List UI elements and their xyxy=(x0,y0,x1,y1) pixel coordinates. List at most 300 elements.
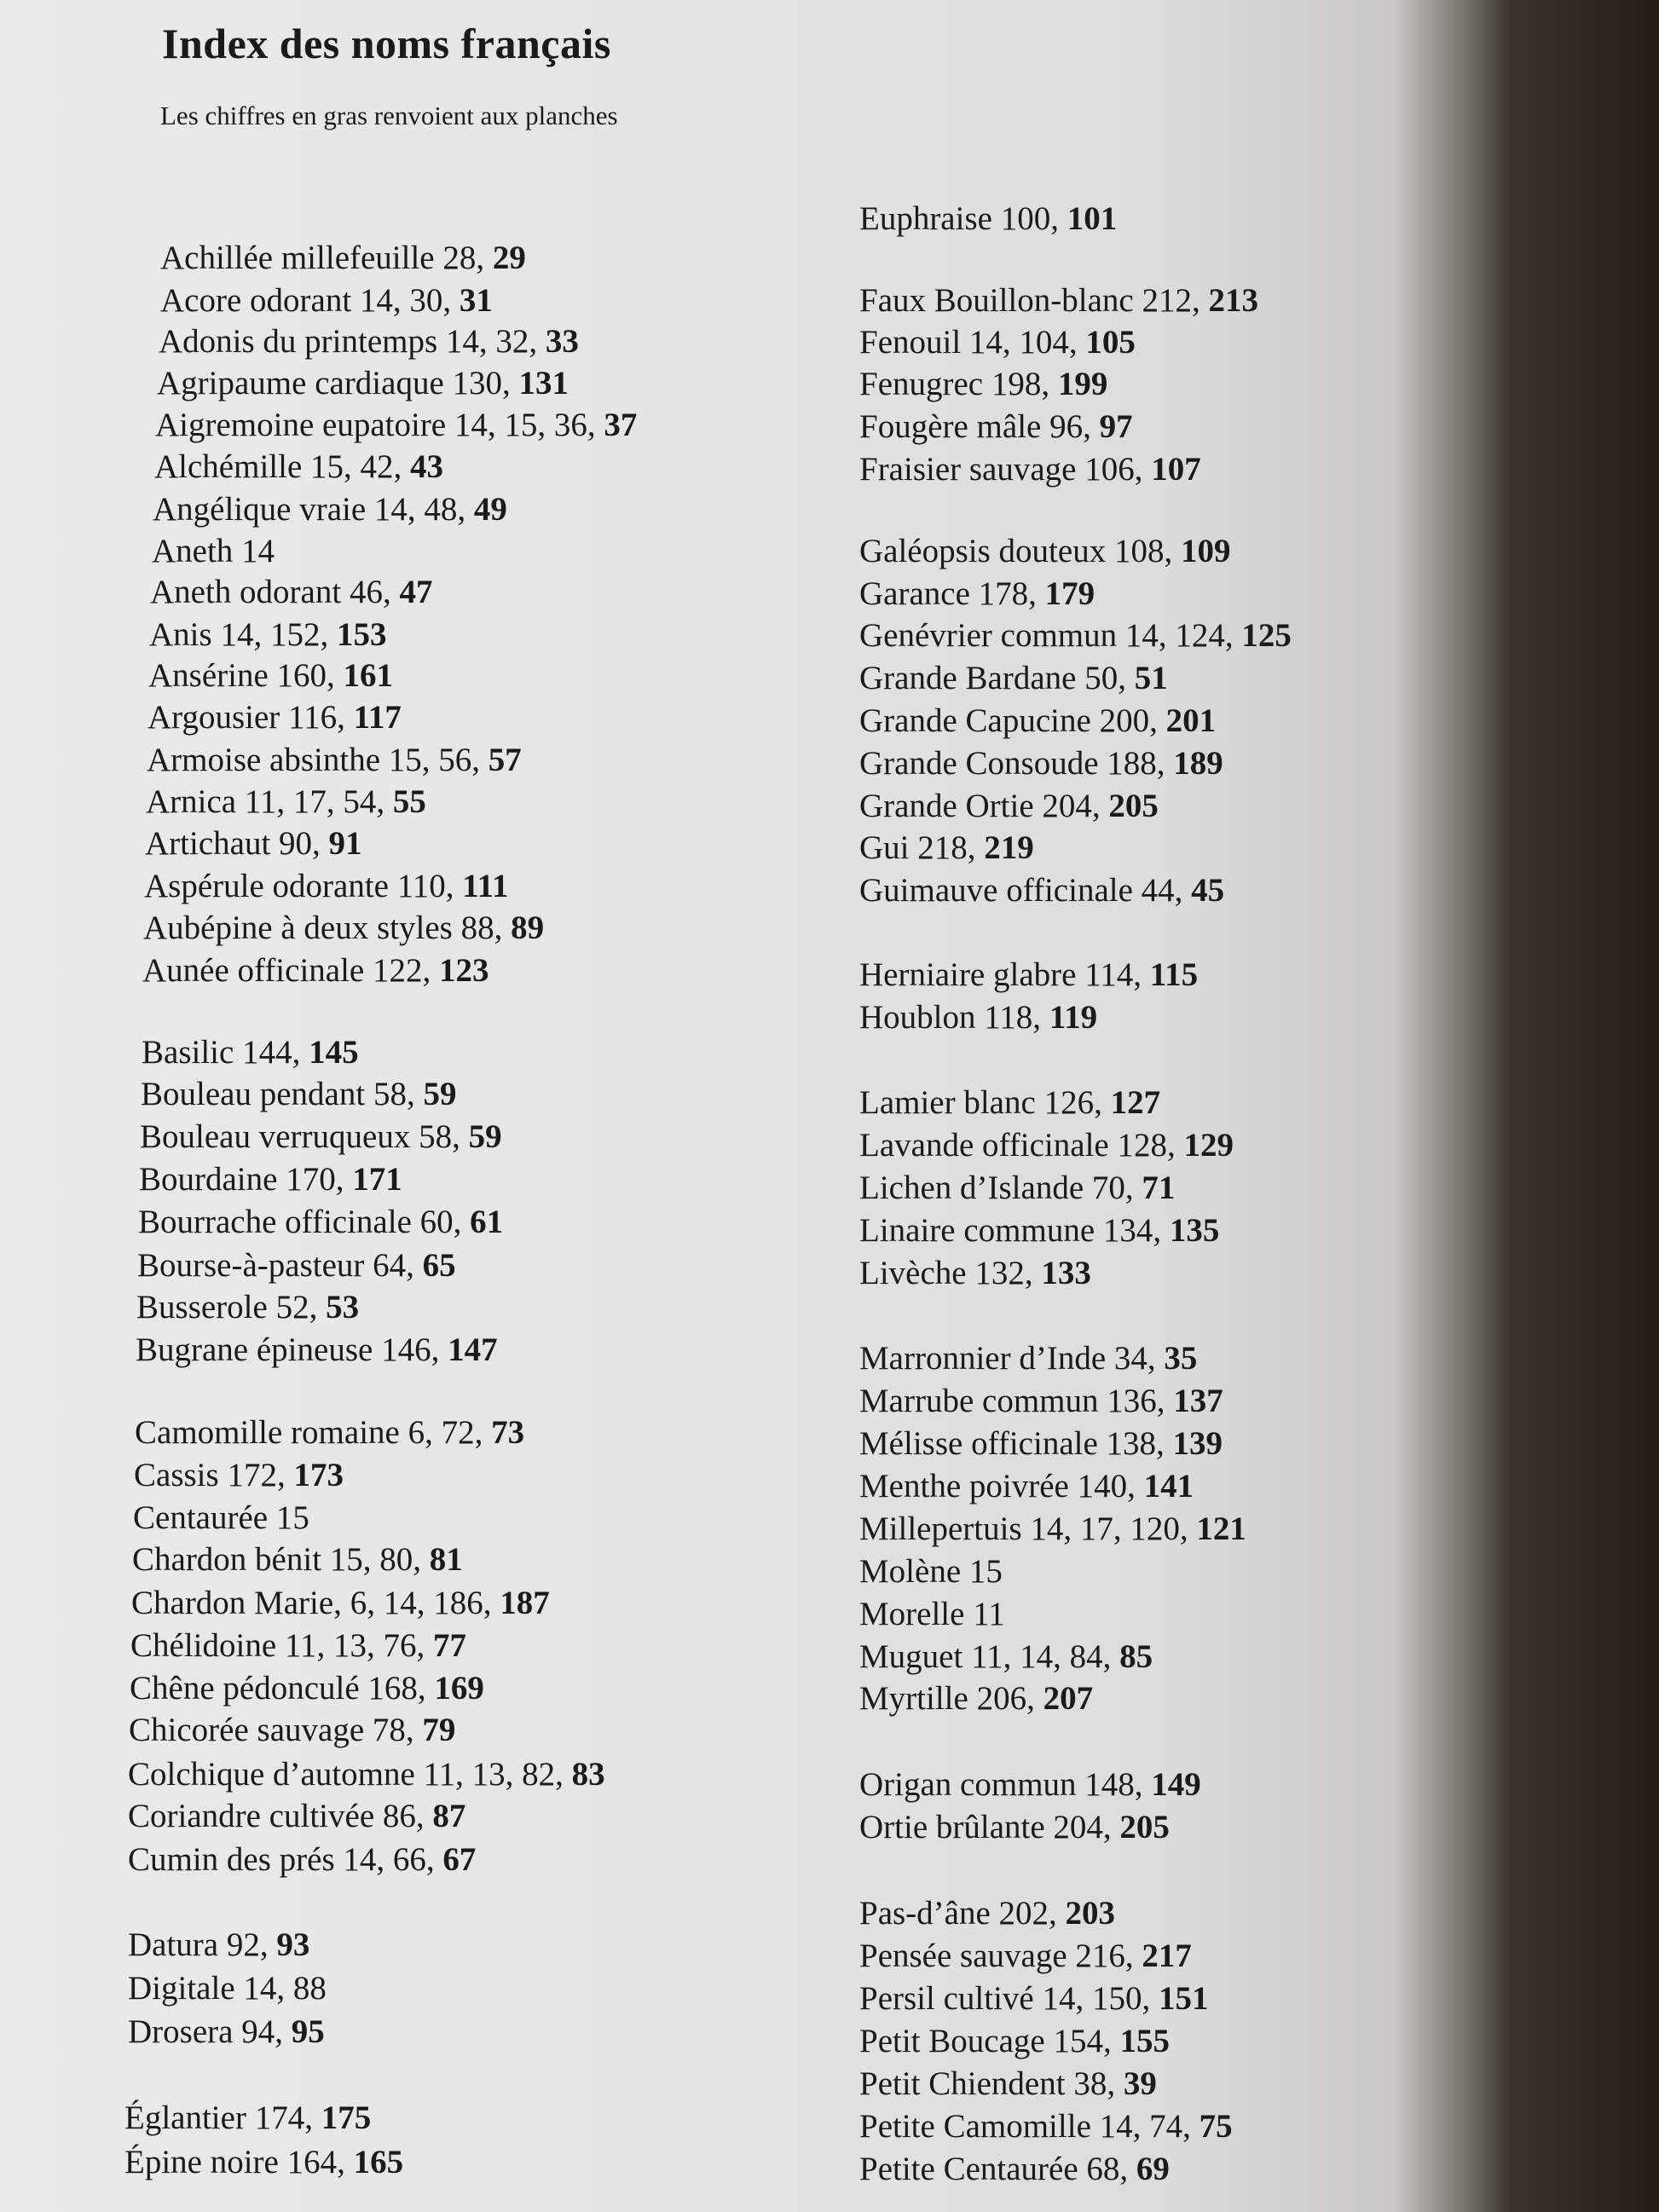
entry-page-refs xyxy=(1049,408,1133,445)
entry-pages: 58, xyxy=(419,1118,469,1155)
entry-plate-number: 123 xyxy=(439,952,489,989)
index-entry xyxy=(859,1086,1160,1119)
index-entry xyxy=(859,789,1159,823)
index-entry xyxy=(145,827,362,860)
entry-page-refs xyxy=(442,240,526,276)
entry-pages: 46, xyxy=(349,574,400,610)
entry-name: Aneth xyxy=(152,533,234,569)
entry-pages: 14, 17, 120, xyxy=(1030,1510,1197,1547)
entry-name: Aneth odorant xyxy=(150,574,342,610)
entry-plate-number: 155 xyxy=(1119,2023,1170,2059)
entry-plate-number: 43 xyxy=(410,448,444,485)
entry-name: Pensée sauvage xyxy=(859,1938,1067,1974)
entry-name: Grande Consoude xyxy=(859,745,1099,782)
entry-plate-number: 29 xyxy=(492,240,526,276)
entry-pages: 118, xyxy=(984,999,1049,1036)
entry-page-refs xyxy=(1084,660,1168,696)
entry-pages: 134, xyxy=(1102,1212,1170,1249)
entry-plate-number: 77 xyxy=(432,1627,466,1664)
entry-plate-number: 199 xyxy=(1057,366,1108,402)
entry-name: Galéopsis douteux xyxy=(859,533,1107,569)
index-entry xyxy=(859,619,1292,652)
entry-plate-number: 73 xyxy=(491,1414,525,1451)
entry-name: Bouleau pendant xyxy=(141,1076,366,1112)
entry-page-refs xyxy=(279,825,362,862)
entry-page-refs xyxy=(373,1712,456,1748)
entry-pages: 154, xyxy=(1053,2023,1120,2059)
index-entry xyxy=(128,2015,325,2048)
index-entry xyxy=(128,1928,309,1961)
index-entry xyxy=(859,1640,1153,1673)
entry-page-refs xyxy=(979,575,1095,612)
entry-pages: 11, 13, 82, xyxy=(423,1756,572,1793)
entry-page-refs xyxy=(1084,1766,1201,1803)
entry-pages: 11 xyxy=(973,1596,1005,1632)
entry-pages: 14, 104, xyxy=(968,324,1086,361)
entry-plate-number: 165 xyxy=(353,2144,404,2180)
entry-pages: 202, xyxy=(998,1895,1066,1932)
entry-plate-number: 151 xyxy=(1158,1980,1209,2017)
entry-name: Bugrane épineuse xyxy=(136,1331,373,1368)
entry-plate-number: 149 xyxy=(1151,1766,1201,1803)
entry-plate-number: 33 xyxy=(545,323,579,360)
index-entry xyxy=(160,241,526,274)
entry-name: Adonis du printemps xyxy=(159,323,438,360)
entry-plate-number: 203 xyxy=(1065,1895,1116,1932)
entry-plate-number: 55 xyxy=(392,783,426,820)
entry-pages: 15 xyxy=(968,1553,1003,1590)
entry-pages: 100, xyxy=(1000,200,1067,237)
entry-pages: 52, xyxy=(275,1289,327,1325)
index-entry xyxy=(154,450,443,483)
entry-name: Chicorée sauvage xyxy=(129,1712,365,1748)
entry-pages: 114, xyxy=(1084,956,1150,993)
index-entry xyxy=(859,284,1258,317)
entry-page-refs xyxy=(227,1457,344,1493)
entry-pages: 170, xyxy=(286,1161,353,1198)
entry-pages: 206, xyxy=(976,1680,1043,1717)
entry-name: Grande Capucine xyxy=(859,702,1091,739)
entry-page-refs xyxy=(1107,1383,1223,1419)
entry-page-refs xyxy=(1030,1510,1246,1547)
entry-name: Grande Bardane xyxy=(859,660,1077,696)
entry-page-refs xyxy=(973,1596,1005,1632)
index-entry xyxy=(152,534,275,568)
index-entry xyxy=(859,1597,1005,1631)
entry-page-refs xyxy=(1125,617,1292,654)
entry-plate-number: 71 xyxy=(1142,1170,1176,1206)
entry-page-refs xyxy=(1107,745,1223,782)
entry-page-refs xyxy=(367,1670,484,1707)
entry-name: Millepertuis xyxy=(859,1510,1022,1547)
index-entry xyxy=(130,1672,484,1705)
entry-name: Menthe poivrée xyxy=(859,1468,1069,1505)
entry-name: Houblon xyxy=(859,999,976,1036)
entry-page-refs xyxy=(373,1076,457,1112)
entry-page-refs xyxy=(971,1638,1153,1675)
entry-name: Grande Ortie xyxy=(859,788,1034,824)
entry-pages: 14, 30, xyxy=(359,282,460,319)
entry-page-refs xyxy=(1053,2023,1170,2059)
entry-pages: 212, xyxy=(1142,282,1209,319)
entry-name: Fraisier sauvage xyxy=(859,451,1077,488)
entry-plate-number: 69 xyxy=(1136,2151,1170,2187)
entry-pages: 14, 15, 36, xyxy=(454,407,604,443)
entry-pages: 172, xyxy=(227,1457,294,1493)
entry-plate-number: 35 xyxy=(1164,1340,1198,1377)
entry-plate-number: 117 xyxy=(353,699,402,736)
entry-name: Gui xyxy=(859,829,910,866)
entry-pages: 14, 150, xyxy=(1042,1980,1159,2017)
entry-plate-number: 107 xyxy=(1151,451,1201,488)
entry-name: Armoise absinthe xyxy=(147,742,381,778)
index-entry xyxy=(140,1120,502,1153)
entry-pages: 164, xyxy=(286,2144,354,2180)
entry-plate-number: 175 xyxy=(321,2099,372,2136)
entry-pages: 128, xyxy=(1117,1127,1184,1164)
entry-pages: 132, xyxy=(974,1255,1042,1291)
entry-pages: 198, xyxy=(991,366,1058,402)
entry-pages: 108, xyxy=(1113,533,1181,569)
entry-pages: 96, xyxy=(1049,408,1100,445)
entry-name: Achillée millefeuille xyxy=(160,240,435,276)
entry-pages: 216, xyxy=(1075,1938,1142,1974)
entry-page-refs xyxy=(1103,1212,1220,1249)
entry-page-refs xyxy=(420,1204,504,1240)
entry-pages: 188, xyxy=(1107,745,1174,782)
entry-pages: 90, xyxy=(279,825,329,862)
index-entry xyxy=(859,1811,1170,1844)
entry-name: Livèche xyxy=(859,1255,967,1291)
entry-page-refs xyxy=(1100,2108,1233,2145)
entry-page-refs xyxy=(330,1541,463,1578)
entry-plate-number: 91 xyxy=(328,825,362,862)
entry-plate-number: 127 xyxy=(1110,1084,1161,1121)
index-entry xyxy=(859,1384,1223,1418)
entry-page-refs xyxy=(397,868,509,904)
entry-pages: 38, xyxy=(1073,2065,1124,2102)
index-entry xyxy=(859,1555,1003,1588)
index-entry xyxy=(141,1077,456,1111)
entry-pages: 34, xyxy=(1113,1340,1165,1377)
entry-page-refs xyxy=(383,1798,466,1834)
index-entry xyxy=(859,577,1095,610)
entry-plate-number: 201 xyxy=(1165,702,1217,739)
entry-name: Faux Bouillon-blanc xyxy=(859,282,1134,319)
entry-page-refs xyxy=(984,999,1097,1036)
entry-name: Drosera xyxy=(128,2013,234,2050)
entry-plate-number: 135 xyxy=(1169,1212,1220,1249)
entry-name: Persil cultivé xyxy=(859,1980,1034,2017)
entry-page-refs xyxy=(1107,1425,1223,1462)
entry-plate-number: 89 xyxy=(511,910,545,946)
entry-plate-number: 83 xyxy=(571,1756,605,1793)
entry-page-refs xyxy=(1092,1170,1176,1206)
entry-name: Agripaume cardiaque xyxy=(157,365,444,401)
entry-pages: 28, xyxy=(442,240,493,276)
index-entry xyxy=(859,1470,1194,1503)
entry-name: Bourse-à-pasteur xyxy=(137,1247,365,1284)
entry-page-refs xyxy=(227,1926,310,1963)
index-entry xyxy=(129,1713,455,1747)
entry-plate-number: 153 xyxy=(336,616,387,653)
entry-pages: 116, xyxy=(288,699,354,736)
entry-plate-number: 97 xyxy=(1099,408,1133,445)
index-entry xyxy=(147,743,522,777)
entry-pages: 92, xyxy=(226,1926,277,1963)
entry-page-refs xyxy=(1114,533,1231,569)
entry-plate-number: 105 xyxy=(1085,324,1136,361)
entry-pages: 126, xyxy=(1043,1084,1111,1121)
entry-page-refs xyxy=(242,1034,359,1071)
entry-plate-number: 109 xyxy=(1180,533,1231,569)
entry-pages: 200, xyxy=(1099,702,1166,739)
entry-plate-number: 189 xyxy=(1173,745,1223,782)
index-entry xyxy=(155,408,637,442)
entry-pages: 160, xyxy=(276,657,344,694)
entry-page-refs xyxy=(220,616,386,653)
entry-pages: 70, xyxy=(1091,1170,1142,1206)
entry-plate-number: 67 xyxy=(442,1841,477,1878)
entry-name: Euphraise xyxy=(859,200,992,237)
index-entry xyxy=(859,1129,1234,1162)
entry-plate-number: 59 xyxy=(423,1076,457,1112)
entry-pages: 64, xyxy=(373,1247,423,1284)
entry-page-refs xyxy=(276,1289,360,1325)
entry-page-refs xyxy=(969,324,1136,361)
entry-pages: 15, 42, xyxy=(310,448,411,485)
entry-pages: 106, xyxy=(1084,451,1152,488)
entry-page-refs xyxy=(287,2144,404,2180)
entry-pages: 148, xyxy=(1084,1766,1152,1803)
entry-plate-number: 45 xyxy=(1191,872,1225,909)
entry-pages: 58, xyxy=(373,1076,424,1112)
entry-pages: 122, xyxy=(373,952,439,989)
entry-plate-number: 37 xyxy=(604,407,638,443)
entry-pages: 15, 56, xyxy=(388,742,488,778)
entry-name: Aunée officinale xyxy=(142,952,365,989)
entry-page-refs xyxy=(977,1680,1094,1717)
entry-pages: 60, xyxy=(419,1204,471,1240)
entry-plate-number: 133 xyxy=(1041,1255,1091,1291)
entry-name: Chêne pédonculé xyxy=(130,1670,360,1707)
index-entry xyxy=(143,911,544,944)
entry-plate-number: 87 xyxy=(432,1798,466,1834)
index-entry xyxy=(859,1512,1246,1545)
entry-pages: 94, xyxy=(241,2013,292,2050)
entry-plate-number: 161 xyxy=(343,657,394,694)
entry-name: Petite Centaurée xyxy=(859,2151,1078,2187)
entry-page-refs xyxy=(419,1118,502,1155)
entry-page-refs xyxy=(917,829,1034,866)
entry-plate-number: 147 xyxy=(448,1331,498,1368)
index-entry xyxy=(124,2101,371,2134)
entry-page-refs xyxy=(1001,200,1118,237)
index-entry xyxy=(859,1256,1091,1290)
entry-plate-number: 173 xyxy=(293,1457,344,1493)
entry-page-refs xyxy=(241,2013,325,2050)
index-entry xyxy=(134,1458,344,1492)
entry-page-refs xyxy=(424,1756,605,1793)
index-entry xyxy=(128,1799,465,1833)
page-subtitle: Les chiffres en gras renvoient aux planches xyxy=(160,101,618,130)
index-entry xyxy=(148,659,393,692)
entry-plate-number: 111 xyxy=(462,868,509,904)
entry-name: Marrube commun xyxy=(859,1383,1099,1419)
entry-name: Colchique d’automne xyxy=(128,1756,415,1793)
entry-name: Basilic xyxy=(142,1034,234,1071)
entry-page-refs xyxy=(241,533,275,569)
index-entry xyxy=(859,2152,1170,2186)
index-entry xyxy=(142,1036,359,1069)
entry-name: Marronnier d’Inde xyxy=(859,1340,1107,1377)
entry-page-refs xyxy=(1086,2151,1170,2187)
entry-page-refs xyxy=(408,1414,525,1451)
entry-plate-number: 61 xyxy=(470,1204,504,1240)
entry-name: Linaire commune xyxy=(859,1212,1095,1249)
entry-page-refs xyxy=(285,1627,466,1664)
index-entry xyxy=(142,954,489,987)
entry-page-refs xyxy=(343,1841,476,1878)
entry-name: Fougère mâle xyxy=(859,408,1042,445)
index-entry xyxy=(859,410,1133,443)
entry-page-refs xyxy=(1075,1938,1192,1974)
entry-pages: 144, xyxy=(242,1034,309,1071)
entry-name: Petite Camomille xyxy=(859,2108,1091,2145)
entry-pages: 136, xyxy=(1107,1383,1174,1419)
entry-pages: 6, 72, xyxy=(408,1414,492,1451)
entry-name: Bourrache officinale xyxy=(138,1204,412,1240)
entry-page-refs xyxy=(1084,451,1201,488)
index-entry xyxy=(128,1972,327,2005)
entry-plate-number: 49 xyxy=(473,491,507,528)
entry-pages: 14, 66, xyxy=(343,1841,443,1878)
entry-plate-number: 31 xyxy=(459,282,493,319)
entry-page-refs xyxy=(373,952,489,989)
entry-pages: 14, 124, xyxy=(1124,617,1242,654)
index-entry xyxy=(859,958,1198,991)
index-entry xyxy=(859,534,1230,568)
entry-plate-number: 57 xyxy=(488,742,522,778)
entry-page-refs xyxy=(461,910,545,946)
entry-plate-number: 93 xyxy=(276,1926,310,1963)
entry-plate-number: 101 xyxy=(1066,200,1118,237)
entry-plate-number: 207 xyxy=(1043,1680,1094,1717)
index-entry xyxy=(132,1543,463,1576)
entry-plate-number: 205 xyxy=(1108,788,1159,824)
entry-page-refs xyxy=(1084,956,1198,993)
entry-page-refs xyxy=(255,2099,372,2136)
index-entry xyxy=(859,367,1107,401)
entry-pages: 15 xyxy=(275,1499,309,1536)
index-entry xyxy=(153,493,507,526)
index-entry xyxy=(859,874,1224,907)
entry-page-refs xyxy=(1053,1809,1170,1845)
index-entry xyxy=(146,785,426,818)
entry-page-refs xyxy=(286,1161,402,1198)
entry-page-refs xyxy=(373,1247,456,1284)
entry-plate-number: 75 xyxy=(1199,2108,1233,2145)
entry-name: Aspérule odorante xyxy=(144,868,389,904)
entry-plate-number: 121 xyxy=(1196,1510,1246,1547)
index-entry xyxy=(149,618,386,651)
index-entry xyxy=(859,2024,1170,2058)
entry-name: Petit Chiendent xyxy=(859,2065,1066,2102)
index-entry xyxy=(135,1416,524,1449)
entry-name: Épine noire xyxy=(124,2144,279,2180)
entry-name: Fenugrec xyxy=(859,366,984,402)
index-entry xyxy=(131,1586,550,1620)
index-entry xyxy=(859,453,1201,486)
entry-plate-number: 169 xyxy=(434,1670,484,1707)
entry-pages: 14, 48, xyxy=(373,491,474,528)
entry-page-refs xyxy=(381,1331,498,1368)
index-entry xyxy=(859,1214,1219,1247)
entry-name: Molène xyxy=(859,1553,962,1590)
entry-name: Arnica xyxy=(146,783,237,820)
entry-pages: 168, xyxy=(367,1670,435,1707)
index-entry xyxy=(159,325,579,358)
entry-pages: 146, xyxy=(381,1331,448,1368)
index-entry xyxy=(157,367,569,400)
index-entry xyxy=(130,1629,466,1662)
entry-page-refs xyxy=(991,366,1108,402)
entry-plate-number: 95 xyxy=(291,2013,325,2050)
entry-name: Alchémille xyxy=(154,448,303,485)
entry-plate-number: 219 xyxy=(984,829,1034,866)
entry-pages: 11, 17, 54, xyxy=(244,783,393,820)
index-entry xyxy=(137,1249,456,1282)
entry-pages: 78, xyxy=(372,1712,423,1748)
entry-page-refs xyxy=(969,1553,1003,1590)
entry-name: Chélidoine xyxy=(130,1627,277,1664)
index-entry xyxy=(859,1682,1093,1715)
entry-plate-number: 85 xyxy=(1119,1638,1153,1675)
entry-name: Origan commun xyxy=(859,1766,1077,1803)
entry-pages: 6, 14, 186, xyxy=(350,1585,500,1621)
entry-name: Angélique vraie xyxy=(153,491,367,528)
entry-page-refs xyxy=(1073,2065,1157,2102)
entry-plate-number: 47 xyxy=(399,574,433,610)
entry-name: Lavande officinale xyxy=(859,1127,1109,1164)
entry-page-refs xyxy=(454,407,638,443)
index-entry xyxy=(859,1001,1097,1034)
entry-pages: 11, 14, 84, xyxy=(971,1638,1120,1675)
entry-name: Ansérine xyxy=(148,657,269,694)
index-entry xyxy=(859,326,1136,359)
entry-pages: 11, 13, 76, xyxy=(284,1627,433,1664)
entry-name: Herniaire glabre xyxy=(859,956,1077,993)
index-entry xyxy=(859,1427,1223,1460)
entry-name: Digitale xyxy=(128,1970,235,2007)
entry-name: Muguet xyxy=(859,1638,963,1675)
entry-name: Artichaut xyxy=(145,825,271,862)
entry-name: Garance xyxy=(859,575,970,612)
index-entry xyxy=(859,747,1223,780)
entry-plate-number: 115 xyxy=(1149,956,1199,993)
index-entry xyxy=(859,2110,1233,2143)
index-entry xyxy=(133,1501,309,1534)
entry-plate-number: 81 xyxy=(429,1541,463,1578)
entry-name: Centaurée xyxy=(133,1499,269,1536)
index-entry xyxy=(144,869,509,903)
entry-name: Acore odorant xyxy=(160,282,352,319)
entry-page-refs xyxy=(1114,1340,1198,1377)
entry-plate-number: 65 xyxy=(422,1247,456,1284)
entry-page-refs xyxy=(1042,788,1159,824)
entry-name: Genévrier commun xyxy=(859,617,1118,654)
index-entry xyxy=(147,701,402,734)
